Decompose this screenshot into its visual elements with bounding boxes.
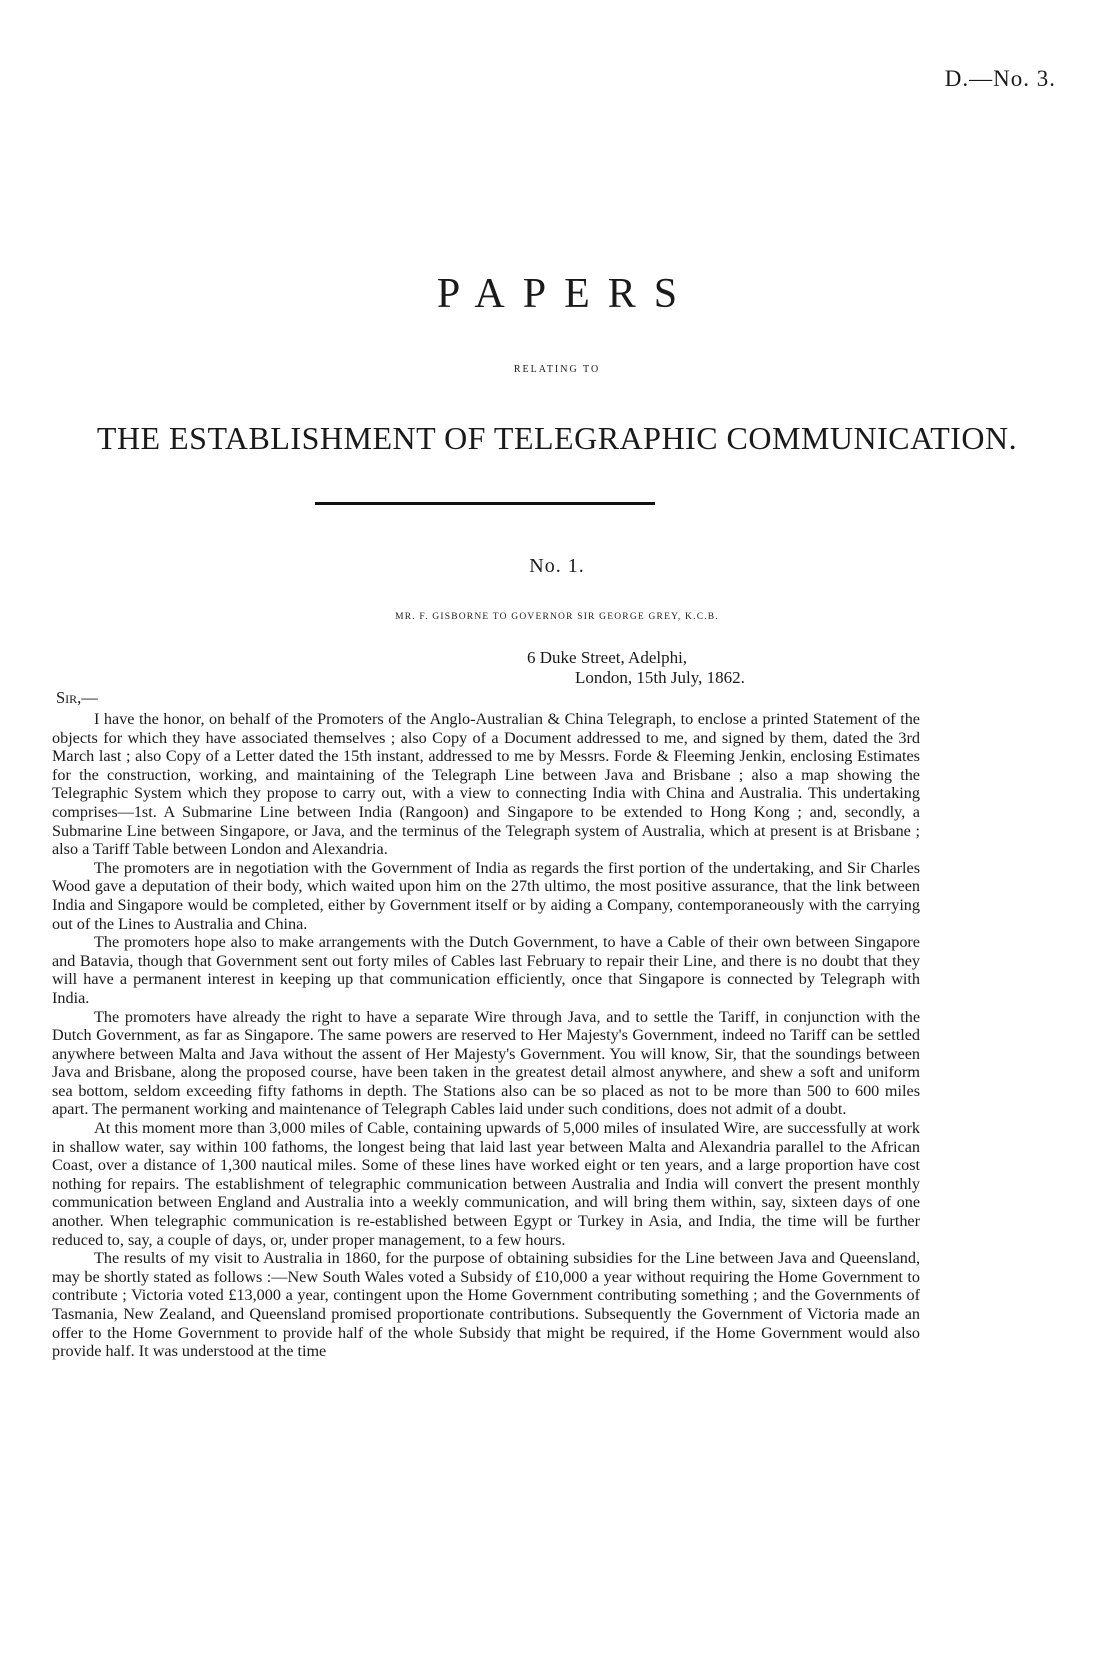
paragraph: The results of my visit to Australia in 1860, for the purpose of obtaining subsidies for the Line between Java and Queensland, may be shortly stated as follows :—New South Wales voted a Subsidy of £10,000 a year without requiring the Home Government to contribute ; Victoria voted £13,000 a year, contingent upon the Home Government contributing something ; and the Governments of Tasmania, New Zealand, and Queensland promised proportionate contributions. Subsequently the Government of Victoria made an offer to the Home Government to provide half of the whole Subsidy that might be required, if the Home Government would also provide half. It was understood at the time [52,1249,920,1361]
salutation: Sir,— [56,688,98,707]
page-title: PAPERS [436,271,696,317]
letter-number: No. 1. [529,555,585,577]
paragraph: The promoters hope also to make arrangements with the Dutch Government, to have a Cable of their own between Singapore and Batavia, though that Government sent out forty miles of Cables last February to repair their Line, and there is no doubt that they will have a permanent interest in keeping up that communication efficiently, once that Singapore is connected by Telegraph with India. [52,933,920,1007]
relating-to-label: RELATING TO [513,364,601,375]
letter-body [52,710,920,1361]
divider-rule [315,502,655,505]
paragraph: At this moment more than 3,000 miles of Cable, containing upwards of 5,000 miles of insulated Wire, are successfully at work in shallow water, say within 100 fathoms, the longest being that laid last year between Malta and Alexandria parallel to the African Coast, over a distance of 1,300 nautical miles. Some of these lines have worked eight or ten years, and a large proportion have cost nothing for repairs. The establishment of telegraphic communication between Australia and India will convert the present monthly communication between England and Australia into a weekly communication, and will bring them within, say, sixteen days of one another. When telegraphic communication is re-established between Egypt or Turkey in Asia, and India, the time will be further reduced to, say, a couple of days, or, under proper management, to a few hours. [52,1119,920,1249]
paragraph: I have the honor, on behalf of the Promoters of the Anglo-Australian & China Telegraph, to enclose a printed Statement of the objects for which they have associated themselves ; also Copy of a Document addressed to me, and signed by them, dated the 3rd March last ; also Copy of a Letter dated the 15th instant, addressed to me by Messrs. Forde & Fleeming Jenkin, enclosing Estimates for the construction, working, and maintaining of the Telegraph Line between Java and Brisbane ; also a map showing the Telegraphic System which they propose to carry out, with a view to connecting India with China and Australia. This undertaking comprises—1st. A Submarine Line between India (Rangoon) and Singapore to be extended to Hong Kong ; and, secondly, a Submarine Line between Singapore, or Java, and the terminus of the Telegraph system of Australia, which at present is at Brisbane ; also a Tariff Table between London and Alexandria. [52,710,920,859]
letter-heading: MR. F. GISBORNE TO GOVERNOR SIR GEORGE GREY, K.C.B. [395,612,719,622]
address-line-2: London, 15th July, 1862. [575,668,745,687]
document-subject: THE ESTABLISHMENT OF TELEGRAPHIC COMMUNICATION. [96,420,1018,456]
paragraph: The promoters are in negotiation with the Government of India as regards the first portion of the undertaking, and Sir Charles Wood gave a deputation of their body, which waited upon him on the 27th ultimo, the most positive assurance, that the link between India and Singapore would be completed, either by Government itself or by aiding a Company, contemporaneously with the carrying out of the Lines to Australia and China. [52,858,920,933]
document-reference: D.—No. 3. [944,66,1056,91]
paragraph: The promoters have already the right to have a separate Wire through Java, and to settle the Tariff, in conjunction with the Dutch Government, as far as Singapore. The same powers are reserved to Her Majesty's Government, indeed no Tariff can be settled anywhere between Malta and Java without the assent of Her Majesty's Government. You will know, Sir, that the soundings between Java and Brisbane, along the proposed course, have been taken in the greatest detail almost anywhere, and shew a soft and uniform sea bottom, seldom exceeding fifty fathoms in depth. The Stations also can be so placed as not to be more than 500 to 600 miles apart. The permanent working and maintenance of Telegraph Cables laid under such conditions, does not admit of a doubt. [52,1007,920,1119]
address-line-1: 6 Duke Street, Adelphi, [527,648,688,667]
